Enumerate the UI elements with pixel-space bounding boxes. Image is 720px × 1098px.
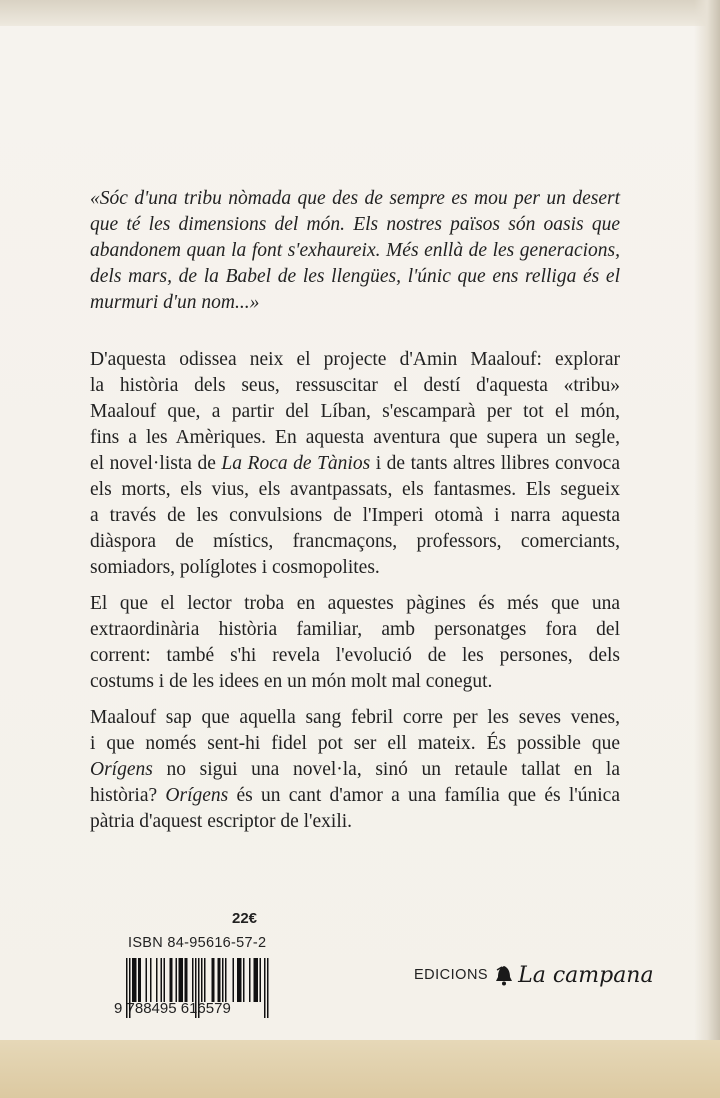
price-label: 22€ [232,910,258,927]
text-line: costums i de les idees en un món molt mal conegut. [90,671,493,692]
barcode-bar [176,958,178,1002]
text-line: somiadors, políglotes i cosmopolites. [90,557,380,578]
text-fragment: no sigui una novel·la, sinó un retaule tallat en la [152,759,620,780]
text-line: Maalouf que, a partir del Líban, s'escamparà per tot el món, [90,401,620,422]
text-line: la història dels seus, ressuscitar el destí d'aquesta «tribu» [90,375,620,396]
text-line: fins a les Amèriques. En aquesta aventura que supera un segle, [90,427,620,448]
blurb-paragraph-1 [90,347,620,581]
barcode-bar [138,958,140,1002]
barcode-bar [249,958,251,1002]
text-line: extraordinària història familiar, amb personatges fora del [90,619,620,640]
barcode-bar [140,958,142,1002]
cover-top-edge [0,0,720,26]
barcode-bar [171,958,173,1002]
text-line [90,783,620,809]
publisher-name: EDICIONS [414,967,489,983]
publisher-logo [414,958,654,992]
quote-line: murmuri d'un nom...» [90,292,260,313]
barcode-bar [225,958,227,1002]
blurb-paragraph-3 [90,705,620,835]
book-title-origens: Orígens [165,785,229,806]
barcode-bar [182,958,184,1002]
text-line: corrent: també s'hi revela l'evolució de les persones, dels [90,645,620,666]
text-line: El que el lector troba en aquestes pàgines és més que una [90,593,620,614]
barcode-number: 9 788495 616579 [114,1000,231,1017]
barcode-bar [134,958,136,1002]
quote-line: que té les dimensions del món. Els nostres països són oasis que [90,214,620,235]
barcode-bar [186,958,188,1002]
barcode-bar [180,958,182,1002]
text-line [90,451,620,477]
text-line: a través de les convulsions de l'Imperi otomà i narra aquesta [90,505,620,526]
barcode-bar [164,958,166,1002]
barcode-bar [240,958,242,1002]
barcode-bar [170,958,172,1002]
text-line [90,757,620,783]
bell-icon [494,964,514,986]
barcode-bar [185,958,187,1002]
barcode-bar [222,958,224,1002]
text-fragment: i de tants altres llibres convoca [370,453,620,474]
epigraph-quote [90,186,620,316]
text-line: i que només sent-hi fidel pot ser ell mateix. És possible que [90,733,620,754]
barcode-bar [239,958,241,1002]
barcode-bar [213,958,215,1002]
barcode-bar [132,958,134,1002]
text-fragment: el novel·lista de [90,453,222,474]
text-fragment: història? [90,785,166,806]
barcode-bar [150,958,152,1002]
book-title-origens: Orígens [90,759,153,780]
text-line: D'aquesta odissea neix el projecte d'Amin Maalouf: explorar [90,349,620,370]
barcode-bar [161,958,163,1002]
barcode-bar [237,958,239,1002]
barcode-bar [233,958,235,1002]
barcode-bar [212,958,214,1002]
barcode-bar [267,958,269,1018]
barcode-bar [201,958,203,1002]
barcode-bar [146,958,148,1002]
cover-right-edge [694,0,720,1098]
cover-bottom-band [0,1040,720,1098]
barcode [114,958,284,1028]
text-fragment: és un cant d'amor a una família que és l'única [228,785,620,806]
quote-line: abandonem quan la font s'exhaureix. Més enllà de les generacions, [90,240,620,261]
text-line: diàspora de místics, francmaçons, professors, comerciants, [90,531,620,552]
barcode-bar [192,958,194,1002]
barcode-bar [255,958,257,1002]
text-line: pàtria d'aquest escriptor de l'exili. [90,811,353,832]
barcode-bar [254,958,256,1002]
barcode-bar [218,958,220,1002]
barcode-bar [219,958,221,1002]
text-line: Maalouf sap que aquella sang febril corre per les seves venes, [90,707,620,728]
blurb-paragraph-2 [90,591,620,695]
barcode-bar [243,958,245,1002]
barcode-bar [257,958,259,1002]
publisher-brand: La campana [518,962,654,988]
barcode-bar [260,958,262,1002]
barcode-bar [179,958,181,1002]
barcode-bar [156,958,158,1002]
quote-line: «Sóc d'una tribu nòmada que des de sempre es mou per un desert [90,188,620,209]
barcode-bar [264,958,266,1018]
barcode-bar [204,958,206,1002]
book-title-la-roca-de-tanios: La Roca de Tànios [221,453,371,474]
isbn-label: ISBN 84-95616-57-2 [128,935,267,951]
barcode-bar [135,958,137,1002]
text-line: els morts, els vius, els avantpassats, els fantasmes. Els segueix [90,479,620,500]
quote-line: dels mars, de la Babel de les llengües, l'únic que ens relliga és el [90,266,620,287]
